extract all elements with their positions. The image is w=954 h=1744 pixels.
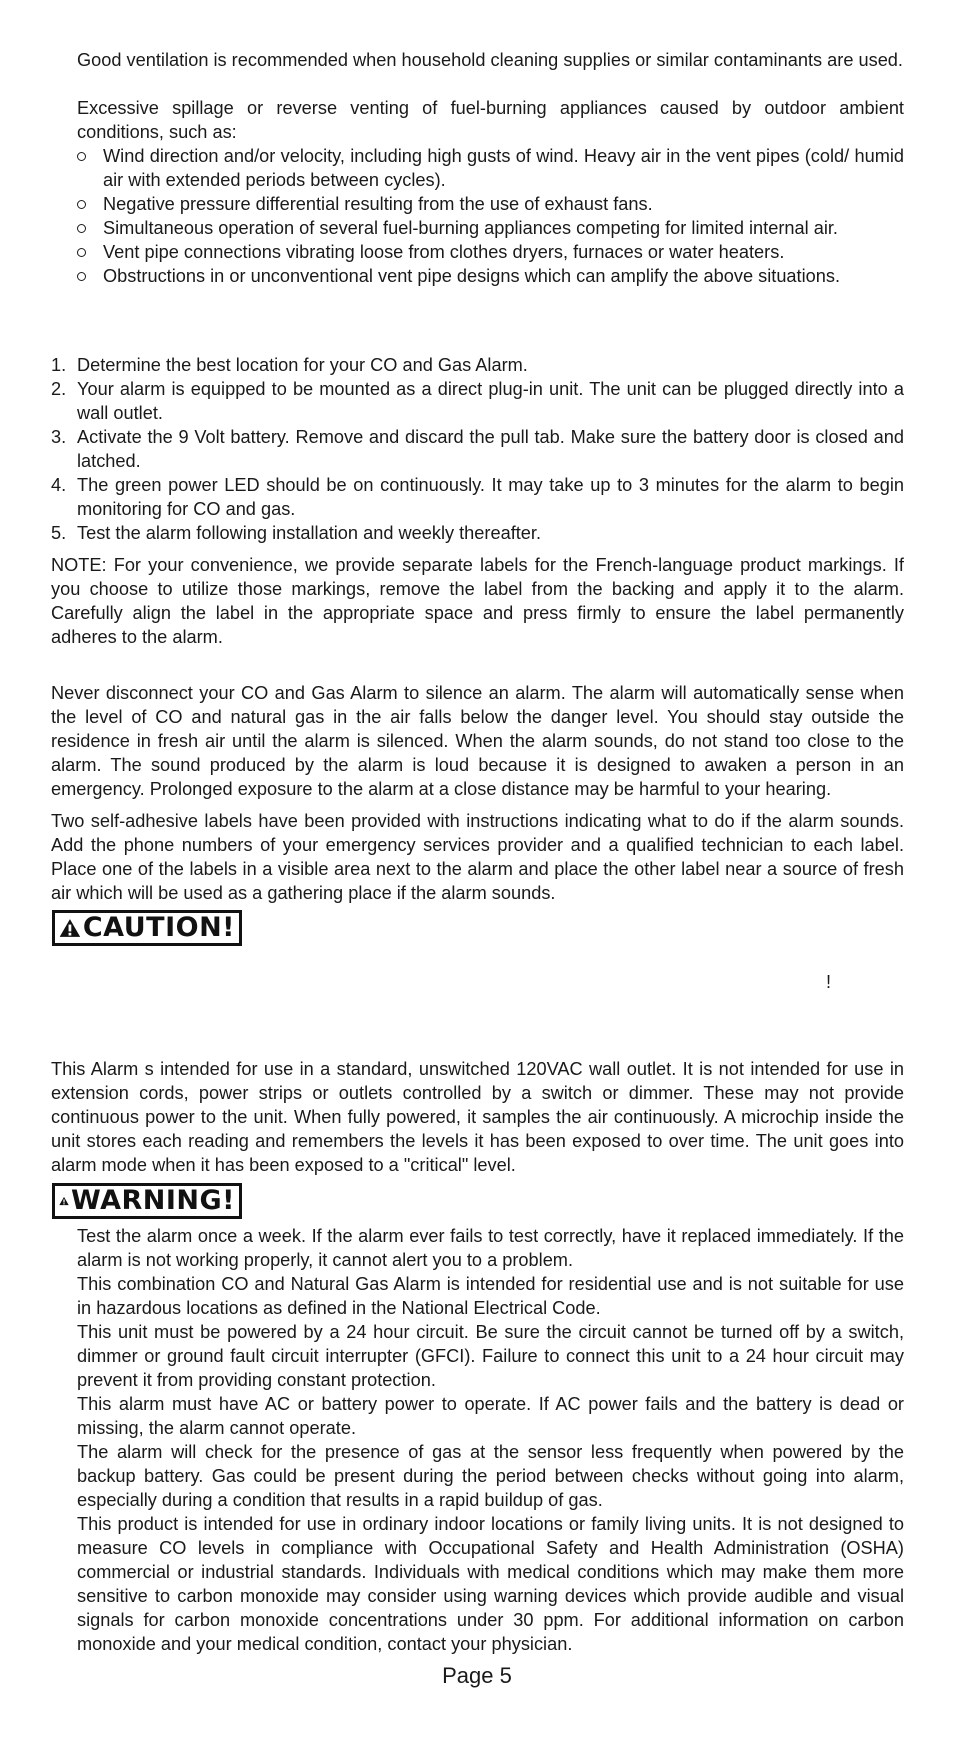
bullet-icon [77,200,86,209]
list-item: Wind direction and/or velocity, including high gusts of wind. Heavy air in the vent pipes (cold/ humid air with extended periods between cycles). [77,144,904,192]
ventilation-paragraph: Good ventilation is recommended when household cleaning supplies or similar contaminants are used. [77,50,903,70]
warning-item: Test the alarm once a week. If the alarm ever fails to test correctly, have it replaced immediately. If the alarm is not working properly, it cannot alert you to a problem. [77,1226,904,1270]
warning-item: This alarm must have AC or battery power to operate. If AC power fails and the battery is dead or missing, the alarm cannot operate. [77,1394,904,1438]
warning-item: The alarm will check for the presence of gas at the sensor less frequently when powered by the backup battery. Gas could be present during the period between checks without going into alarm, especially during a condition that results in a rapid buildup of gas. [77,1442,904,1510]
list-item: Negative pressure differential resulting from the use of exhaust fans. [77,192,904,216]
alarm-silence-paragraph: Never disconnect your CO and Gas Alarm to silence an alarm. The alarm will automatically sense when the level of CO and natural gas in the air falls below the danger level. You should stay outside the residence in fresh air until the alarm is silenced. When the alarm sounds, do not stand too close to the alarm. The sound produced by the alarm is loud because it is designed to awaken a person in an emergency. Prolonged exposure to the alarm at a close distance may be harmful to your hearing. [51,683,904,799]
installation-steps [51,353,904,545]
warning-triangle-icon [59,1187,69,1215]
bullet-icon [77,224,86,233]
list-item: Vent pipe connections vibrating loose from clothes dryers, furnaces or water heaters. [77,240,904,264]
list-item: 3. Activate the 9 Volt battery. Remove and discard the pull tab. Make sure the battery door is closed and latched. [51,427,904,471]
labels-paragraph: Two self-adhesive labels have been provided with instructions indicating what to do if the alarm sounds. Add the phone numbers of your emergency services provider and a qualified technician to each label. Place one of the labels in a visible area next to the alarm and place the other label near a source of fresh air which will be used as a gathering place if the alarm sounds. [51,811,904,903]
list-item: 4. The green power LED should be on continuously. It may take up to 3 minutes for the alarm to begin monitoring for CO and gas. [51,475,904,519]
caution-badge [52,910,242,946]
bullet-icon [77,248,86,257]
french-label-note: NOTE: For your convenience, we provide separate labels for the French-language product markings. If you choose to utilize those markings, remove the label from the backing and apply it to the alarm. Carefully align the label in the appropriate space and press firmly to ensure the label permanently adheres to the alarm. [51,555,904,647]
list-item: Obstructions in or unconventional vent pipe designs which can amplify the above situations. [77,264,904,288]
page-number: Page 5 [442,1663,512,1688]
bullet-icon [77,152,86,161]
operation-paragraph: This Alarm s intended for use in a standard, unswitched 120VAC wall outlet. It is not intended for use in extension cords, power strips or outlets controlled by a switch or dimmer. These may not provide continuous power to the unit. When fully powered, it samples the air continuously. A microchip inside the unit stores each reading and remembers the levels it has been exposed to over time. The unit goes into alarm mode when it has been exposed to a "critical" level. [51,1059,904,1175]
caution-label: CAUTION! [82,912,235,943]
warning-label: WARNING! [71,1185,235,1216]
warnings-list [77,1224,904,1656]
conditions-list [77,144,904,288]
list-item: 1. Determine the best location for your CO and Gas Alarm. [51,355,528,375]
warning-item: This combination CO and Natural Gas Alarm is intended for residential use and is not suitable for use in hazardous locations as defined in the National Electrical Code. [77,1274,904,1318]
spillage-paragraph: Excessive spillage or reverse venting of fuel-burning appliances caused by outdoor ambient conditions, such as: [77,98,904,142]
exclamation-mark: ! [826,972,832,992]
warning-item: This product is intended for use in ordinary indoor locations or family living units. It is not designed to measure CO levels in compliance with Occupational Safety and Health Administration (OSHA) commercial or industrial standards. Individuals with medical conditions which may make them more sensitive to carbon monoxide may consider using warning devices which provide audible and visual signals for carbon monoxide concentrations under 30 ppm. For additional information on carbon monoxide and your medical condition, contact your physician. [77,1514,904,1654]
warning-item: This unit must be powered by a 24 hour circuit. Be sure the circuit cannot be turned off by a switch, dimmer or ground fault circuit interrupter (GFCI). Failure to connect this unit to a 24 hour circuit may prevent it from providing constant protection. [77,1322,904,1390]
bullet-icon [77,272,86,281]
warning-badge [52,1183,242,1219]
list-item: 5. Test the alarm following installation and weekly thereafter. [51,523,542,543]
list-item: 2. Your alarm is equipped to be mounted as a direct plug-in unit. The unit can be plugged directly into a wall outlet. [51,379,904,423]
list-item: Simultaneous operation of several fuel-burning appliances competing for limited internal air. [77,216,904,240]
warning-triangle-icon [59,914,81,942]
